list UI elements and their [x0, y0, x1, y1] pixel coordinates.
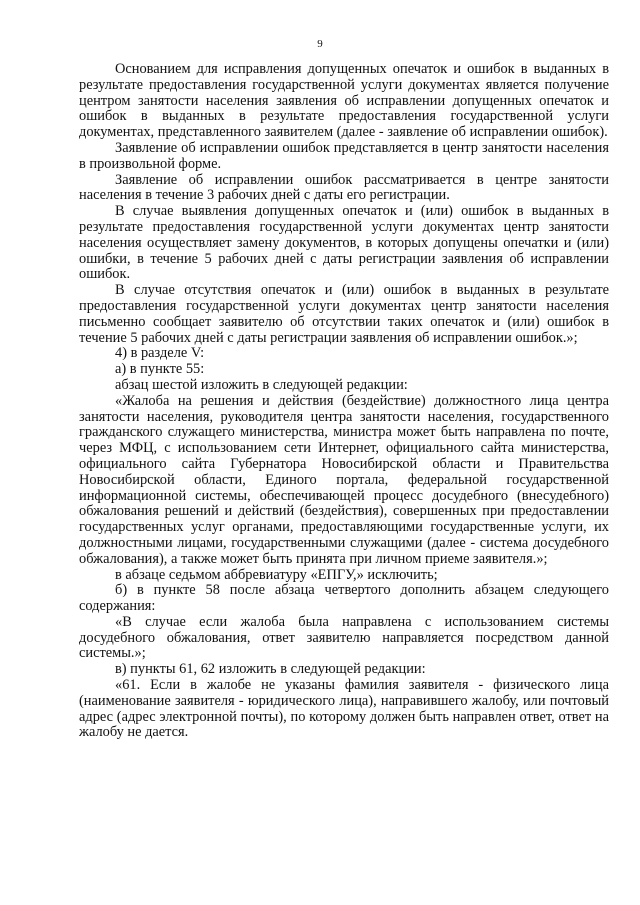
paragraph-review-period: Заявление об исправлении ошибок рассматривается в центре занятости населения в течение 3 рабочих дней с даты его регистрации.: [79, 171, 609, 204]
paragraph-error-correction-basis: Основанием для исправления допущенных опечаток и ошибок в выданных в результате предоставления государственной услуги документах является получение центром занятости населения заявления об исправлении допущенных опечаток и ошибок в выданных в результате предоставления государственной услуги документах, представленного заявителем (далее - заявление об исправлении ошибок).: [79, 61, 609, 141]
paragraph-epgu-removal: в абзаце седьмом аббревиатуру «ЕПГУ,» исключить;: [115, 566, 438, 583]
paragraph-section-v: 4) в разделе V:: [115, 345, 205, 362]
paragraph-no-errors-notice: В случае отсутствия опечаток и (или) ошибок в выданных в результате предоставления государственной услуги документах центр занятости населения письменно сообщает заявителю об отсутствии таких опечаток и (или) ошибок в течение 5 рабочих дней с даты регистрации заявления об исправлении ошибок.»;: [79, 282, 609, 346]
page-number: 9: [317, 38, 323, 50]
paragraph-point-61: «61. Если в жалобе не указаны фамилия заявителя - физического лица (наименование заявителя - юридического лица), направившего жалобу, или почтовый адрес (адрес электронной почты), по которому должен быть направлен ответ, ответ на жалобу не дается.: [79, 677, 609, 741]
paragraph-application-form: Заявление об исправлении ошибок представляется в центр занятости населения в произвольной форме.: [79, 139, 609, 172]
paragraph-complaint-channels: «Жалоба на решения и действия (бездействие) должностного лица центра занятости населения, руководителя центра занятости населения, государственного гражданского служащего министерства, министра может быть направлена по почте, через МФЦ, с использованием сети Интернет, официального сайта министерства, официального сайта Губернатора Новосибирской области и Правительства Новосибирской области, Единого портала, федеральной государственной информационной системы, обеспечивающей процесс досудебного (внесудебного) обжалования решений и действий (бездействия), совершенных при предоставлении государственных услуг органами, предоставляющими государственные услуги, их должностными лицами, государственными служащими (далее - система досудебного обжалования), а также может быть принята при личном приеме заявителя.»;: [79, 392, 609, 567]
document-body: [79, 62, 609, 741]
paragraph-point-55: а) в пункте 55:: [115, 361, 205, 378]
paragraph-system-response: «В случае если жалоба была направлена с использованием системы досудебного обжалования, ответ заявителю направляется посредством данной системы.»;: [79, 613, 609, 662]
paragraph-point-58: б) в пункте 58 после абзаца четвертого дополнить абзацем следующего содержания:: [79, 582, 609, 615]
paragraph-points-61-62: в) пункты 61, 62 изложить в следующей редакции:: [115, 661, 426, 678]
paragraph-sixth-abzac: абзац шестой изложить в следующей редакции:: [115, 376, 408, 393]
paragraph-document-replacement: В случае выявления допущенных опечаток и (или) ошибок в выданных в результате предоставления государственной услуги документах центр занятости населения осуществляет замену документов, в которых допущены опечатки и (или) ошибки, в течение 5 рабочих дней с даты регистрации заявления об исправлении ошибок.: [79, 203, 609, 283]
